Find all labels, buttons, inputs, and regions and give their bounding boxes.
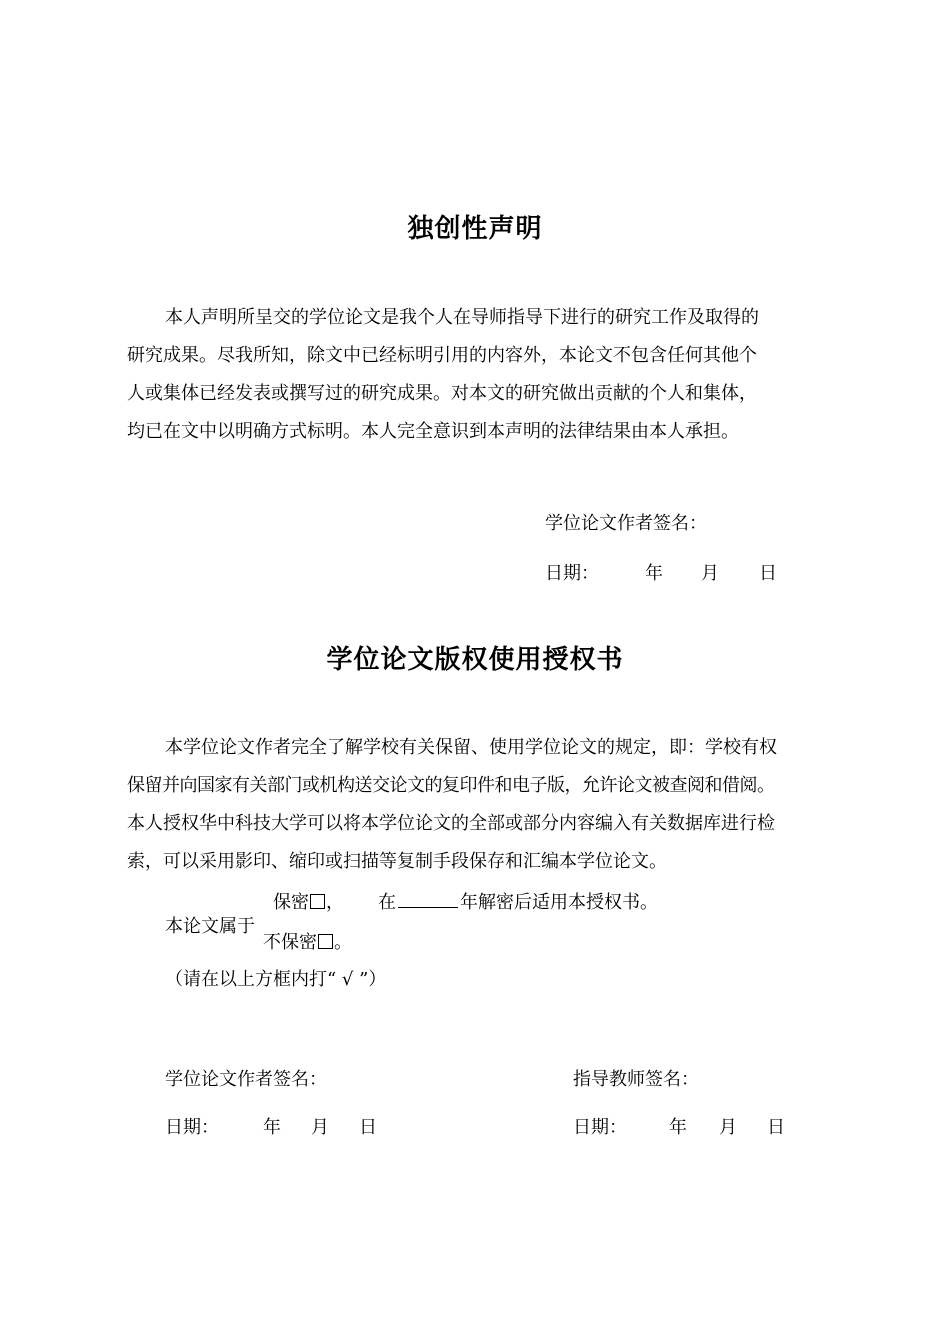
date-label: 日期： (165, 1117, 219, 1138)
author-date-line (165, 1113, 377, 1139)
paragraph-line: 索，可以采用影印、缩印或扫描等复制手段保存和汇编本学位论文。 (127, 851, 667, 872)
author-signature-label: 学位论文作者签名： (545, 513, 707, 534)
in-label: 在 (378, 892, 396, 913)
paragraph-line: 人或集体已经发表或撰写过的研究成果。对本文的研究做出贡献的个人和集体， (127, 383, 757, 404)
confidential-label: 保密 (273, 892, 309, 913)
month-label: 月 (311, 1117, 329, 1138)
declaration-date-line (545, 559, 777, 585)
paragraph-line: 研究成果。尽我所知，除文中已经标明引用的内容外，本论文不包含任何其他个 (127, 345, 757, 366)
month-label: 月 (701, 563, 719, 584)
year-label: 年 (263, 1117, 281, 1138)
author-signature-label: 学位论文作者签名： (165, 1069, 327, 1090)
confidential-checkbox[interactable] (310, 894, 325, 909)
non-confidential-checkbox[interactable] (318, 934, 333, 949)
non-confidential-option: 不保密 。 (263, 932, 352, 953)
paragraph-line: 保留并向国家有关部门或机构送交论文的复印件和电子版，允许论文被查阅和借阅。 (127, 775, 775, 796)
date-label: 日期： (545, 563, 599, 584)
belongs-label: 本论文属于 (165, 916, 255, 937)
authorization-paragraph (127, 729, 839, 881)
confidential-option: 保密 ， 在 年解密后适用本授权书。 (273, 892, 658, 913)
year-label: 年 (669, 1117, 687, 1138)
checkmark-instruction: （请在以上方框内打“ √ ”） (165, 969, 387, 990)
authorization-title: 学位论文版权使用授权书 (326, 645, 624, 675)
advisor-date-line (573, 1113, 785, 1139)
non-confidential-label: 不保密 (263, 932, 317, 953)
paragraph-line: 本人授权华中科技大学可以将本学位论文的全部或部分内容编入有关数据库进行检 (127, 813, 775, 834)
paragraph-line: 均已在文中以明确方式标明。本人完全意识到本声明的法律结果由本人承担。 (127, 421, 739, 442)
declaration-signature-line (545, 509, 707, 535)
declaration-title: 独创性声明 (407, 214, 543, 244)
paragraph-line: 本学位论文作者完全了解学校有关保留、使用学位论文的规定，即：学校有权 (165, 737, 777, 758)
date-label: 日期： (573, 1117, 627, 1138)
declaration-paragraph (127, 299, 839, 451)
advisor-signature-label: 指导教师签名： (573, 1069, 699, 1090)
year-label: 年 (645, 563, 663, 584)
day-label: 日 (759, 563, 777, 584)
decrypt-text: 年解密后适用本授权书。 (460, 892, 658, 913)
paragraph-line: 本人声明所呈交的学位论文是我个人在导师指导下进行的研究工作及取得的 (165, 307, 759, 328)
day-label: 日 (767, 1117, 785, 1138)
day-label: 日 (359, 1117, 377, 1138)
decrypt-year-blank[interactable] (398, 891, 458, 908)
month-label: 月 (719, 1117, 737, 1138)
